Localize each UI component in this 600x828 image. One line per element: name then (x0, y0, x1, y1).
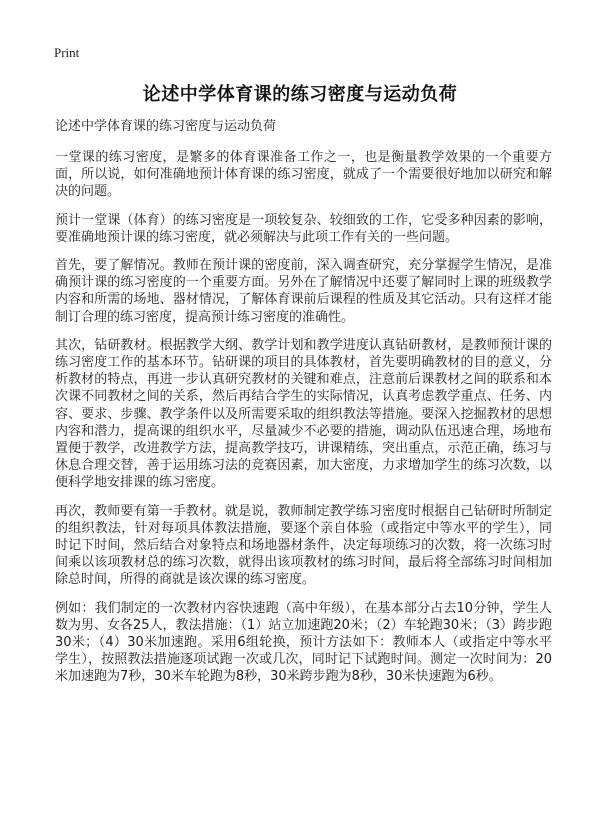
document-subtitle: 论述中学体育课的练习密度与运动负荷 (55, 119, 277, 134)
document-body (55, 119, 552, 697)
document-title: 论述中学体育课的练习密度与运动负荷 (142, 84, 458, 105)
paragraph-example: 例如：我们制定的一次教材内容快速跑（高中年级），在基本部分占去10分钟，学生人数为男、女各25人，教法措施：（1）站立加速跑20米；（2）车轮跑30米；（3）跨步跑30米；（4）30米加速跑。采用6组轮换，预计方法如下：教师本人（或指定中等水平学生），按照教法措施逐项试跑一次或几次，同时记下试跑时间。测定一次时间为：20米加速跑为7秒，30米车轮跑为8秒，30米跨步跑为8秒，30米快速跑为6秒。 (55, 600, 552, 685)
print-link[interactable]: Print (54, 45, 80, 60)
paragraph-third-step: 再次，教师要有第一手教材。就是说，教师制定教学练习密度时根据自己钻研时所制定的组织教法，针对每项具体教法措施，要逐个亲自体验（或指定中等水平的学生），同时记下时间，然后结合对象特点和场地器材条件，决定每项练习的次数，将一次练习时间乘以该项教材总的练习次数，就得出该项教材的练习时间，最后将全部练习时间相加除总时间，所得的商就是该次课的练习密度。 (55, 503, 552, 588)
paragraph-intro: 一堂课的练习密度，是繁多的体育课准备工作之一，也是衡量教学效果的一个重要方面，所以说，如何准确地预计体育课的练习密度，就成了一个需要很好地加以研究和解决的问题。 (55, 150, 552, 200)
paragraph-overview: 预计一堂课（体育）的练习密度是一项较复杂、较细致的工作，它受多种因素的影响，要准确地预计课的练习密度，就必须解决与此项工作有关的一些问题。 (55, 212, 552, 245)
paragraph-first-step: 首先，要了解情况。教师在预计课的密度前，深入调查研究，充分掌握学生情况，是准确预计课的练习密度的一个重要方面。另外在了解情况中还要了解同时上课的班级教学内容和所需的场地、器材情况，了解体育课前后课程的性质及其它活动。只有这样才能制订合理的练习密度，提高预计练习密度的准确性。 (55, 258, 552, 325)
paragraph-second-step: 其次，钻研教材。根据教学大纲、教学计划和教学进度认真钻研教材，是教师预计课的练习密度工作的基本环节。钻研课的项目的具体教材，首先要明确教材的目的意义，分析教材的特点，再进一步认真研究教材的关键和难点，注意前后课教材之间的联系和本次课不同教材之间的关系，然后再结合学生的实际情况，认真考虑教学重点、任务、内容、要求、步骤、教学条件以及所需要采取的组织教法等措施。要深入挖掘教材的思想内容和潜力，提高课的组织水平，尽量减少不必要的措施，调动队伍迅速合理，场地布置便于教学，改进教学方法，提高教学技巧，讲课精练，突出重点，示范正确，练习与休息合理交替，善于运用练习法的竞赛因素，加大密度，力求增加学生的练习次数，以便科学地安排课的练习密度。 (55, 337, 552, 491)
